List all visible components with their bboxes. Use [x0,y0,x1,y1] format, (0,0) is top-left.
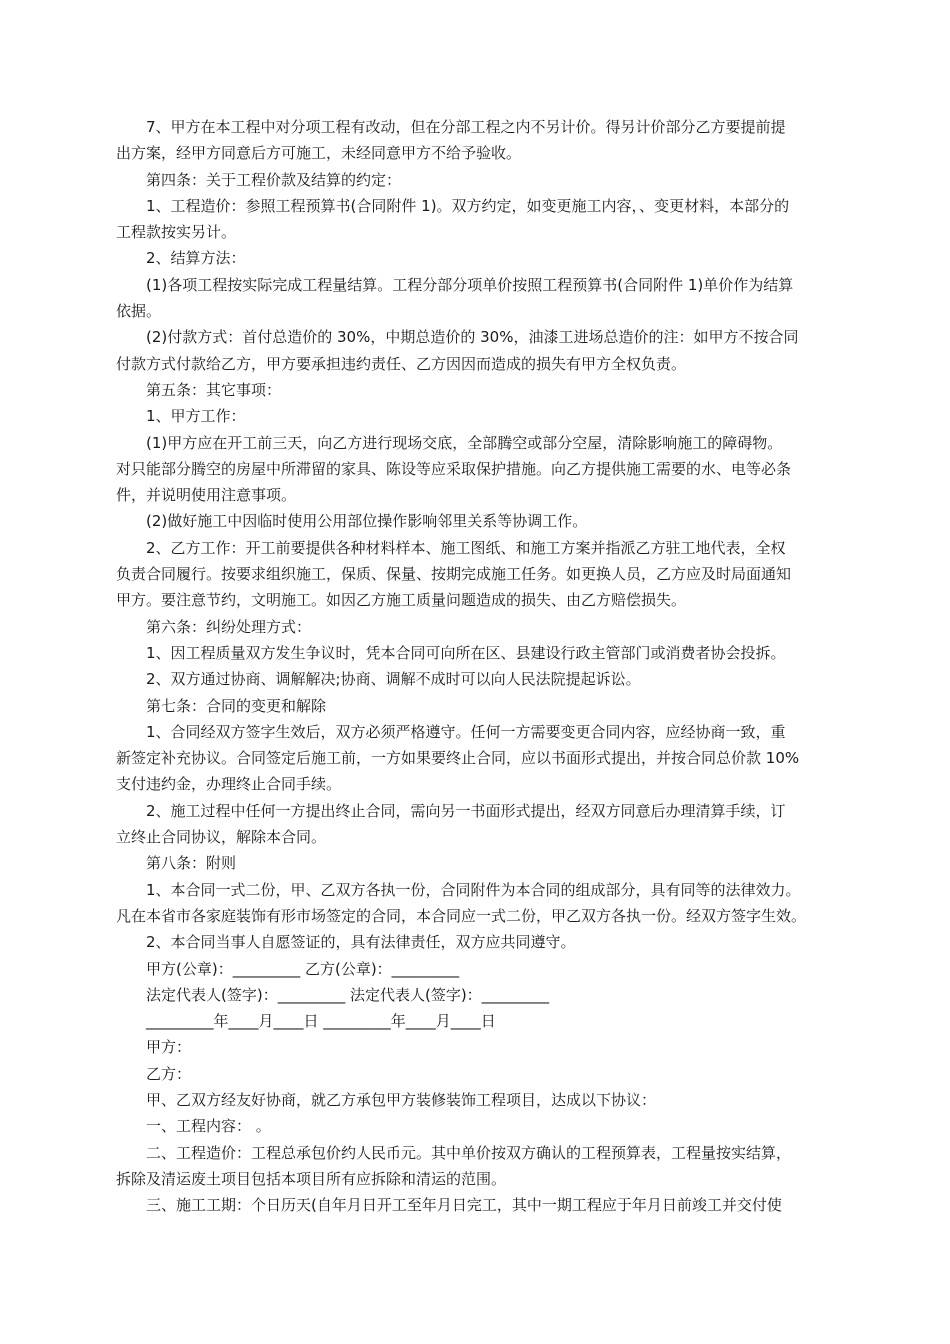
paragraph-first-line: 1、合同经双方签字生效后，双方必须严格遵守。任何一方需要变更合同内容，应经协商一致，重 [146,722,786,741]
paragraph-first-line: 三、施工工期：个日历天(自年月日开工至年月日完工，其中一期工程应于年月日前竣工并交付使 [146,1196,782,1215]
paragraph-first-line: 第五条：其它事项： [146,380,282,399]
paragraph-continuation-line: 出方案，经甲方同意后方可施工，未经同意甲方不给予验收。 [116,144,522,163]
paragraph-first-line: 2、双方通过协商、调解解决;协商、调解不成时可以向人民法院提起诉讼。 [146,670,641,689]
contract-body [0,114,950,1218]
paragraph-continuation-line: 负责合同履行。按要求组织施工，保质、保量、按期完成施工任务。如更换人员，乙方应及时局面通知 [116,565,792,584]
paragraph-continuation-line: 新签定补充协议。合同签定后施工前，一方如果要终止合同，应以书面形式提出，并按合同总价款 10% [116,749,800,768]
paragraph-first-line: 第七条：合同的变更和解除 [146,696,327,715]
paragraph-first-line: 2、乙方工作：开工前要提供各种材料样本、施工图纸、和施工方案并指派乙方驻工地代表，全权 [146,538,786,557]
paragraph-first-line: (1)甲方应在开工前三天，向乙方进行现场交底，全部腾空或部分空屋，清除影响施工的障碍物。 [146,433,783,452]
paragraph-first-line: 一、工程内容： 。 [146,1117,271,1136]
paragraph-continuation-line: 支付违约金，办理终止合同手续。 [116,775,342,794]
paragraph-first-line: 2、本合同当事人自愿签证的，具有法律责任，双方应共同遵守。 [146,933,576,952]
paragraph-first-line: 乙方： [146,1064,192,1083]
paragraph-first-line: 二、工程造价：工程总承包价约人民币元。其中单价按双方确认的工程预算表，工程量按实结算， [146,1143,792,1162]
paragraph-first-line: 1、因工程质量双方发生争议时，凭本合同可向所在区、县建设行政主管部门或消费者协会投拆。 [146,643,786,662]
paragraph-continuation-line: 立终止合同协议，解除本合同。 [116,828,327,847]
paragraph-continuation-line: 付款方式付款给乙方，甲方要承担违约责任、乙方因因而造成的损失有甲方全权负责。 [116,354,687,373]
paragraph-first-line: 1、工程造价：参照工程预算书(合同附件 1)。双方约定，如变更施工内容，、变更材料，本部分的 [146,196,790,215]
paragraph-first-line: (2)做好施工中因临时使用公用部位操作影响邻里关系等协调工作。 [146,512,588,531]
paragraph-first-line: 甲、乙双方经友好协商，就乙方承包甲方装修装饰工程项目，达成以下协议： [146,1090,657,1109]
paragraph-continuation-line: 拆除及清运废土项目包括本项目所有应拆除和清运的范围。 [116,1169,507,1188]
paragraph-first-line: 第四条：关于工程价款及结算的约定： [146,170,402,189]
paragraph-first-line: (1)各项工程按实际完成工程量结算。工程分部分项单价按照工程预算书(合同附件 1)单价作为结算 [146,275,794,294]
paragraph-continuation-line: 工程款按实另计。 [116,223,237,242]
paragraph-first-line: (2)付款方式：首付总造价的 30%，中期总造价的 30%，油漆工进场总造价的注：如甲方不按合同 [146,328,799,347]
paragraph-continuation-line: 凡在本省市各家庭装饰有形市场签定的合同，本合同应一式二份，甲乙双方各执一份。经双方签字生效。 [116,906,807,925]
paragraph-first-line: 2、施工过程中任何一方提出终止合同，需向另一书面形式提出，经双方同意后办理清算手续，订 [146,801,786,820]
paragraph-first-line: 1、甲方工作： [146,407,246,426]
paragraph-continuation-line: 对只能部分腾空的房屋中所滞留的家具、陈设等应采取保护措施。向乙方提供施工需要的水、电等必条 [116,459,792,478]
paragraph-first-line: 2、结算方法： [146,249,246,268]
paragraph-continuation-line: 甲方。要注意节约，文明施工。如因乙方施工质量问题造成的损失、由乙方赔偿损失。 [116,591,687,610]
paragraph-first-line: 1、本合同一式二份，甲、乙双方各执一份，合同附件为本合同的组成部分，具有同等的法律效力。 [146,880,801,899]
paragraph-first-line: 7、甲方在本工程中对分项工程有改动，但在分部工程之内不另计价。得另计价部分乙方要提前提 [146,118,786,136]
paragraph-first-line: 甲方(公章)：_________ 乙方(公章)：_________ [146,959,460,978]
paragraph-first-line: 第八条：附则 [146,854,237,873]
paragraph-first-line: 甲方： [146,1038,192,1057]
paragraph-first-line: 法定代表人(签字)：_________ 法定代表人(签字)：_________ [146,985,550,1004]
paragraph-continuation-line: 依据。 [116,302,162,321]
paragraph-first-line: _________年____月____日 _________年____月____日 [146,1012,496,1031]
paragraph-continuation-line: 件，并说明使用注意事项。 [116,486,297,505]
paragraph-first-line: 第六条：纠纷处理方式： [146,617,312,636]
